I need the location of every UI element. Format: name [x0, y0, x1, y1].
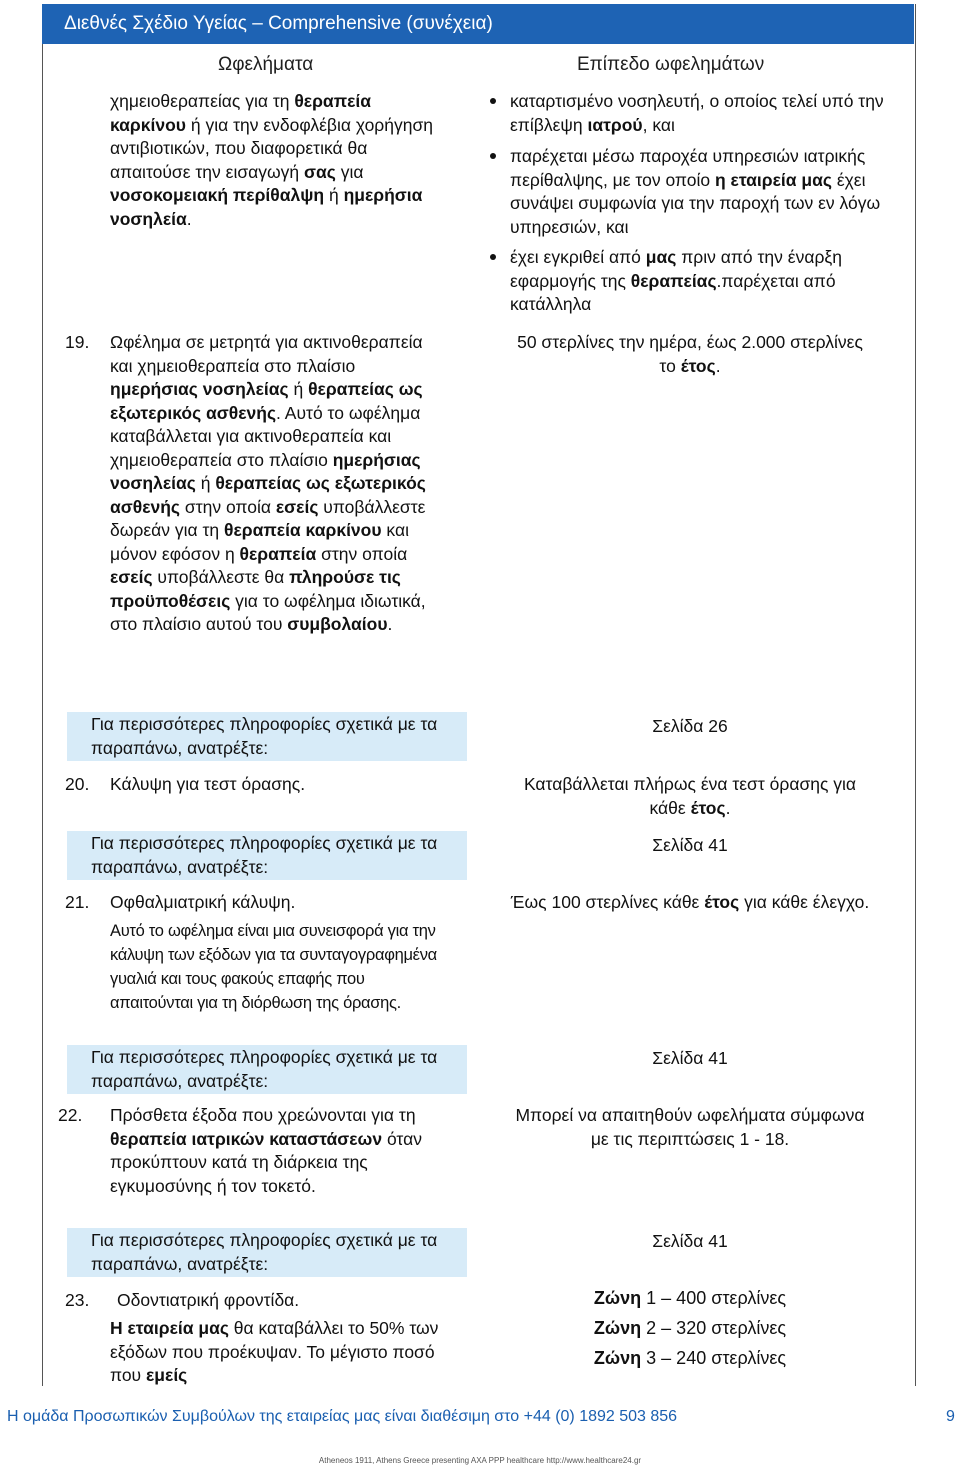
benefit-22-level: Μπορεί να απαιτηθούν ωφελήματα σύμφωνα με τις περιπτώσεις 1 - 18. [515, 1105, 865, 1149]
page-reference-22: Σελίδα 41 [652, 1231, 728, 1251]
zone-label: Ζώνη [593, 1318, 642, 1338]
zone-label: Ζώνη [593, 1288, 642, 1308]
item-number: 23. [65, 1290, 90, 1310]
item-number: 22. [58, 1105, 83, 1125]
zone-value: 2 – 320 στερλίνες [646, 1318, 787, 1338]
level-bullet-3: έχει εγκριθεί από μας πριν από την έναρξη εφαρμογής της θεραπείας.παρέχεται από κατάλληλα [510, 247, 842, 314]
benefit-19-level: 50 στερλίνες την ημέρα, έως 2.000 στερλίνες το έτος. [517, 332, 863, 376]
reference-box [67, 1228, 467, 1277]
zone-1 [480, 1287, 900, 1311]
benefit-21-level: Έως 100 στερλίνες κάθε έτος για κάθε έλεγχο. [510, 892, 870, 912]
reference-text: Για περισσότερες πληροφορίες σχετικά με τα παραπάνω, ανατρέξτε: [91, 1230, 438, 1274]
benefit-19-text: Ωφέλημα σε μετρητά για ακτινοθεραπεία και χημειοθεραπεία στο πλαίσιο ημερήσιας νοσηλείας ή θεραπείας ως εξωτερικός ασθενής. Αυτό το ωφέλημα καταβάλλεται για ακτινοθεραπεία και χημειοθεραπεία στο πλαίσιο ημερήσιας νοσηλείας ή θεραπείας ως εξωτερικός ασθενής στην οποία εσείς υποβάλλεστε δωρεάν για τη θεραπεία καρκίνου και μόνον εφόσον η θεραπεία στην οποία εσείς υποβάλλεστε θα πληρούσε τις προϋποθέσεις για το ωφέλημα ιδιωτικά, στο πλαίσιο αυτού του συμβολαίου. [110, 332, 426, 634]
reference-text: Για περισσότερες πληροφορίες σχετικά με τα παραπάνω, ανατρέξτε: [91, 833, 438, 877]
zone-value: 1 – 400 στερλίνες [646, 1288, 787, 1308]
bullet-icon [490, 98, 496, 104]
benefit-20-text: Κάλυψη για τεστ όρασης. [110, 774, 306, 794]
page-reference-21: Σελίδα 41 [652, 1048, 728, 1068]
column-header-levels: Επίπεδο ωφελημάτων [577, 54, 765, 75]
continued-benefit-text: χημειοθεραπείας για τη θεραπεία καρκίνου ή για την ενδοφλέβια χορήγηση αντιβιοτικών, που διαφορετικά θα απαιτούσε την εισαγωγή σας για νοσοκομειακή περίθαλψη ή ημερήσια νοσηλεία. [110, 91, 434, 229]
item-number: 20. [65, 774, 90, 794]
reference-box [67, 712, 467, 761]
column-header-benefits: Ωφελήματα [218, 54, 314, 75]
benefit-21-title: Οφθαλμιατρική κάλυψη. [110, 892, 296, 912]
benefit-22-text: Πρόσθετα έξοδα που χρεώνονται για τη θεραπεία ιατρικών καταστάσεων όταν προκύπτουν κατά τη διάρκεια της εγκυμοσύνης ή τον τοκετό. [110, 1105, 422, 1196]
item-number: 19. [65, 332, 90, 352]
zone-2 [480, 1317, 900, 1341]
item-number: 21. [65, 892, 90, 912]
level-bullet-2: παρέχεται μέσω παροχέα υπηρεσιών ιατρικής περίθαλψης, με τον οποίο η εταιρεία μας έχει συνάψει συμφωνία για την παροχή των εν λόγω υπηρεσιών, και [510, 146, 881, 237]
reference-box [67, 1045, 467, 1094]
benefit-23-desc: Η εταιρεία μας θα καταβάλλει το 50% των εξόδων που προέκυψαν. Το μέγιστο ποσό που εμείς [110, 1318, 439, 1385]
reference-box [67, 831, 467, 880]
footer-contact-text: Η ομάδα Προσωπικών Συμβούλων της εταιρείας μας είναι διαθέσιμη στο +44 (0) 1892 503 856 [7, 1408, 678, 1425]
reference-text: Για περισσότερες πληροφορίες σχετικά με τα παραπάνω, ανατρέξτε: [91, 1047, 438, 1091]
title-bar [42, 4, 914, 44]
page-title: Διεθνές Σχέδιο Υγείας – Comprehensive (συνέχεια) [64, 13, 493, 34]
zone-value: 3 – 240 στερλίνες [646, 1348, 787, 1368]
page-number: 9 [946, 1408, 955, 1425]
zone-3 [480, 1347, 900, 1371]
benefit-21-desc: Αυτό το ωφέλημα είναι μια συνεισφορά για την κάλυψη των εξόδων για τα συνταγογραφημένα γυαλιά και τους φακούς επαφής που απαιτούνται για τη διόρθωση της όρασης. [110, 922, 437, 1012]
benefit-23-title: Οδοντιατρική φροντίδα. [117, 1290, 300, 1310]
benefit-20-level: Καταβάλλεται πλήρως ένα τεστ όρασης για κάθε έτος. [523, 774, 857, 818]
bullet-icon [490, 254, 496, 260]
reference-text: Για περισσότερες πληροφορίες σχετικά με τα παραπάνω, ανατρέξτε: [91, 714, 438, 758]
level-bullet-1: καταρτισμένο νοσηλευτή, ο οποίος τελεί υπό την επίβλεψη ιατρού, και [510, 91, 884, 135]
bullet-icon [490, 153, 496, 159]
page-reference-19: Σελίδα 26 [652, 716, 728, 736]
page-reference-20: Σελίδα 41 [652, 835, 728, 855]
zone-label: Ζώνη [593, 1348, 642, 1368]
footer-credit: Atheneos 1911, Athens Greece presenting AXA PPP healthcare http://www.healthcare24.gr [318, 1456, 642, 1465]
